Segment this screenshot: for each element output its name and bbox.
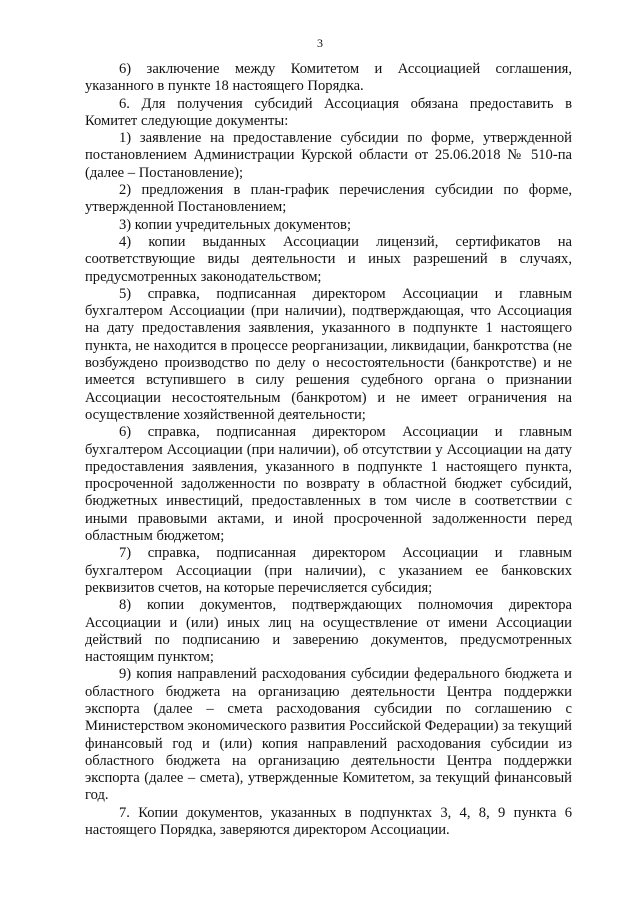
page-number: 3 bbox=[317, 36, 323, 50]
paragraph-item-4: 4) копии выданных Ассоциации лицензий, сертификатов на соответствующие виды деятельности и иных разрешений в случаях, предусмотренных законодательством; bbox=[85, 233, 572, 285]
paragraph-6-6: 6) заключение между Комитетом и Ассоциацией соглашения, указанного в пункте 18 настоящего Порядка. bbox=[85, 61, 572, 95]
paragraph-item-5: 5) справка, подписанная директором Ассоциации и главным бухгалтером Ассоциации (при наличии), подтверждающая, что Ассоциация на дату предоставления заявления, указанного в подпункте 1 настоящего пункта, не находится в процессе реорганизации, ликвидации, банкротства (не возбуждено производство по делу о несостоятельности (банкротстве) и не имеется вступившего в силу решения судебного органа о признании Ассоциации несостоятельным (банкротом) и не имеет ограничения на осуществление хозяйственной деятельности; bbox=[85, 285, 572, 423]
paragraph-item-9: 9) копия направлений расходования субсидии федерального бюджета и областного бюджета на организацию деятельности Центра поддержки экспорта (далее – смета расходования субсидии по соглашению с Министерством экономического развития Российской Федерации) за текущий финансовый год и (или) копия направлений расходования субсидии из областного бюджета на организацию деятельности Центра поддержки экспорта (далее – смета), утвержденные Комитетом, за текущий финансовый год. bbox=[85, 666, 572, 804]
paragraph-item-6: 6) справка, подписанная директором Ассоциации и главным бухгалтером Ассоциации (при наличии), об отсутствии у Ассоциации на дату предоставления заявления, указанного в подпункте 1 настоящего пункта, просроченной задолженности по возврату в областной бюджет субсидий, бюджетных инвестиций, предоставленных в том числе в соответствии с иными правовыми актами, и иной просроченной задолженности перед областным бюджетом; bbox=[85, 424, 572, 545]
document-body bbox=[85, 61, 572, 839]
paragraph-item-2: 2) предложения в план-график перечисления субсидии по форме, утвержденной Постановлением; bbox=[85, 182, 572, 216]
paragraph-item-3: 3) копии учредительных документов; bbox=[119, 216, 351, 233]
paragraph-item-8: 8) копии документов, подтверждающих полномочия директора Ассоциации и (или) иных лиц на осуществление от имени Ассоциации действий по подписанию и заверению документов, предусмотренных настоящим пунктом; bbox=[85, 597, 572, 666]
paragraph-item-7: 7) справка, подписанная директором Ассоциации и главным бухгалтером Ассоциации (при наличии), с указанием ее банковских реквизитов счетов, на которые перечисляется субсидия; bbox=[85, 545, 572, 596]
paragraph-clause-7: 7. Копии документов, указанных в подпунктах 3, 4, 8, 9 пункта 6 настоящего Порядка, заверяются директором Ассоциации. bbox=[85, 804, 572, 839]
paragraph-item-1: 1) заявление на предоставление субсидии по форме, утвержденной постановлением Администрации Курской области от 25.06.2018 № 510-па (далее – Постановление); bbox=[85, 130, 572, 181]
paragraph-clause-6: 6. Для получения субсидий Ассоциация обязана предоставить в Комитет следующие документы: bbox=[85, 95, 572, 129]
